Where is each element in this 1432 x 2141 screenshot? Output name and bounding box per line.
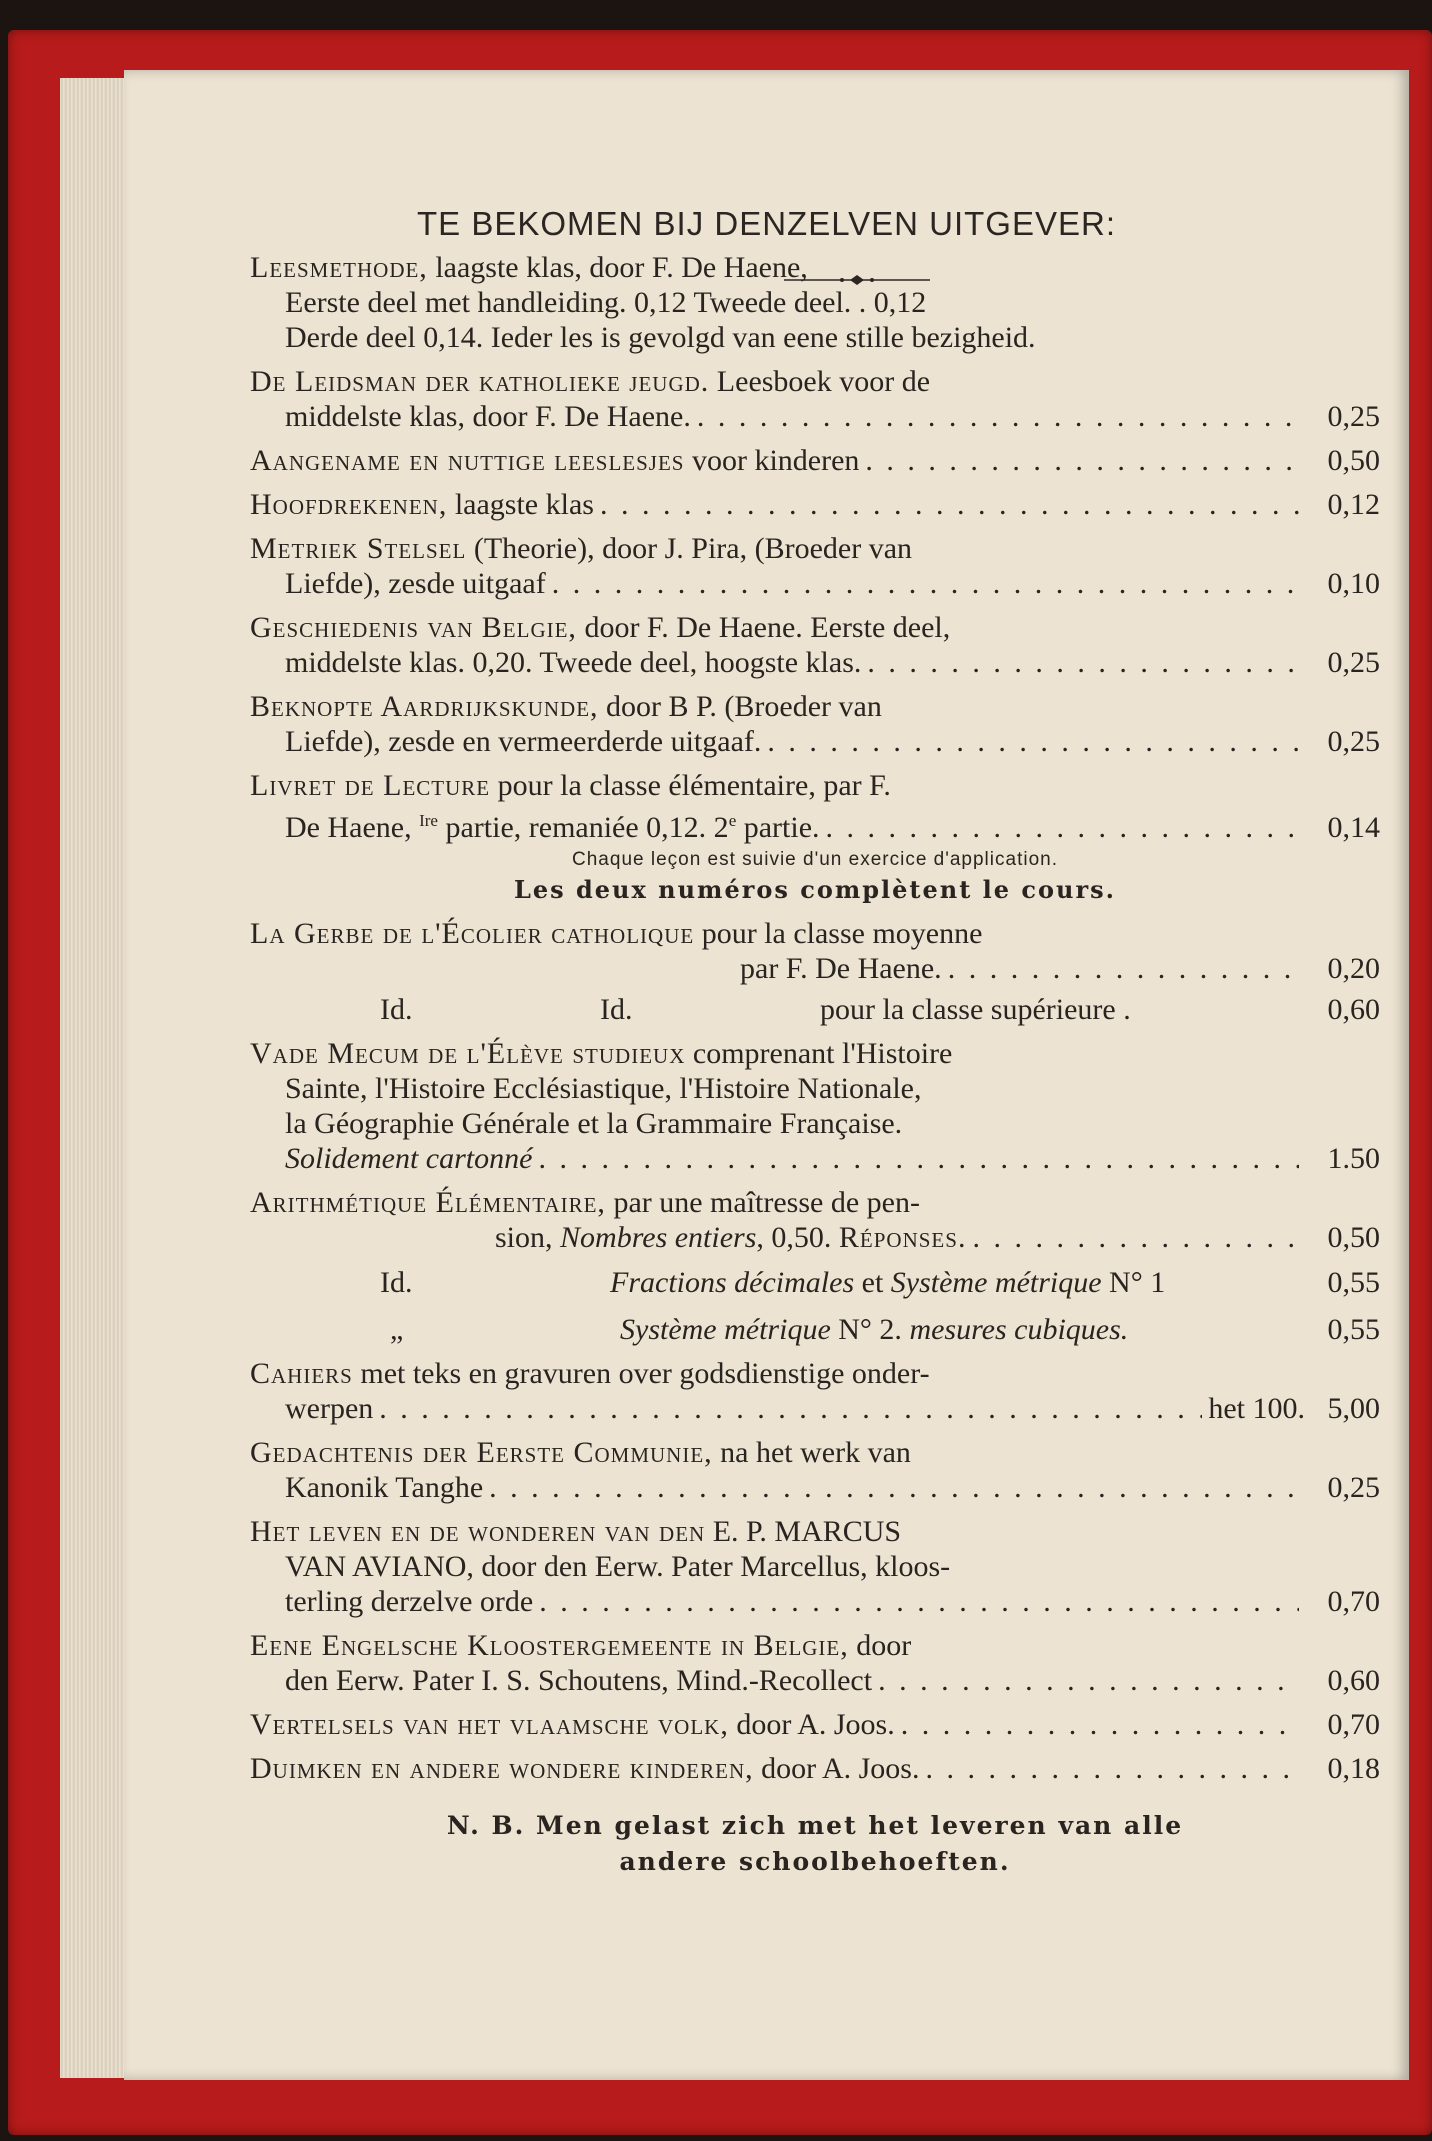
ditto-id: Id.: [380, 1266, 413, 1299]
entry-text: VAN AVIANO, door den Eerw. Pater Marcellus, kloos-: [285, 1550, 951, 1583]
entry-title: Beknopte Aardrijkskunde,: [250, 690, 599, 723]
ditto-id: Id.: [600, 993, 633, 1026]
catalogue-entry: [250, 1185, 1380, 1347]
dot-leader: [878, 1663, 1299, 1698]
entry-text: (Theorie), door J. Pira, (Broeder van: [473, 532, 913, 565]
entry-price: 0,10: [1327, 567, 1380, 600]
catalogue-entry: [250, 1628, 1380, 1698]
entry-price: 0,14: [1327, 811, 1380, 844]
entry-title: Cahiers: [250, 1357, 353, 1390]
catalogue-entry: [250, 689, 1380, 759]
entry-price: 0,60: [1327, 993, 1380, 1026]
catalogue-entry: [250, 1036, 1380, 1176]
entry-text: laagste klas, door F. De Haene,: [435, 251, 808, 284]
entry-text: door: [856, 1629, 912, 1662]
entry-text: het 100.: [1208, 1392, 1305, 1425]
catalogue-entry: [250, 1356, 1380, 1426]
entry-note-bold: Les deux numéros complètent le cours.: [513, 875, 1116, 904]
entry-text: Sainte, l'Histoire Ecclésiastique, l'Histoire Nationale,: [285, 1072, 922, 1105]
dot-leader: [539, 1584, 1299, 1619]
entry-text: Derde deel 0,14. Ieder les is gevolgd van eene stille bezigheid.: [285, 321, 1036, 354]
catalogue-entry: [250, 443, 1380, 478]
catalogue-entry: [250, 487, 1380, 522]
entry-price: 0,50: [1327, 1221, 1380, 1254]
entry-title: Hoofdrekenen,: [250, 488, 448, 521]
entry-price: 0,70: [1327, 1708, 1380, 1741]
dot-leader: [867, 645, 1299, 680]
entry-price: 0,55: [1327, 1266, 1380, 1299]
entry-price: 0,70: [1327, 1585, 1380, 1618]
entry-text: pour la classe élémentaire, par F.: [497, 769, 891, 802]
catalogue-entry: [250, 1751, 1380, 1786]
entry-text: par une maîtresse de pen-: [613, 1186, 920, 1219]
entry-price: 0,60: [1327, 1664, 1380, 1697]
footer-line: N. B. Men gelast zich met het leveren van alle: [446, 1811, 1184, 1840]
catalogue-entry: [250, 1707, 1380, 1742]
catalogue-entry: [250, 916, 1380, 1027]
entry-text: na het werk van: [720, 1436, 911, 1469]
entry-text: door A. Joos.: [736, 1708, 895, 1741]
ditto-id: Id.: [380, 993, 413, 1026]
dot-leader: [826, 810, 1299, 845]
entry-text: comprenant l'Histoire: [692, 1037, 953, 1070]
entry-title: Het leven en de wonderen van den: [250, 1515, 706, 1548]
entry-title: De Leidsman der katholieke jeugd.: [250, 365, 710, 398]
dot-leader: [767, 724, 1299, 759]
entry-title: Duimken en andere wondere kinderen,: [250, 1752, 754, 1785]
catalogue-entry: [250, 250, 1380, 355]
entry-text: sion, Nombres entiers, 0,50. Réponses.: [495, 1221, 967, 1254]
entry-text: Liefde), zesde en vermeerderde uitgaaf.: [285, 725, 762, 758]
entry-price: 5,00: [1327, 1392, 1380, 1425]
dot-leader: [600, 487, 1299, 522]
entry-text: laagste klas: [454, 488, 594, 521]
dot-leader: [925, 1751, 1299, 1786]
dot-leader: [901, 1707, 1299, 1742]
entry-price: 0,25: [1327, 646, 1380, 679]
entry-price: 0,12: [1327, 488, 1380, 521]
page-heading: TE BEKOMEN BIJ DENZELVEN UITGEVER:: [416, 205, 1116, 242]
entry-text: pour la classe supérieure .: [820, 993, 1131, 1026]
entry-text: middelste klas, door F. De Haene.: [285, 400, 691, 433]
entry-text: door B P. (Broeder van: [606, 690, 882, 723]
catalogue-entry: [250, 364, 1380, 434]
entry-text: middelste klas. 0,20. Tweede deel, hoogste klas.: [285, 646, 862, 679]
dot-leader: [948, 951, 1299, 986]
catalogue-entry: [250, 768, 1380, 907]
entry-title: Arithmétique Élémentaire,: [250, 1186, 606, 1219]
footer-note: [250, 1808, 1380, 1880]
entry-text: De Haene, $^{Ire}$ partie, remaniée 0,12. 2e partie.: [285, 811, 820, 844]
entry-text: E. P. MARCUS: [712, 1515, 902, 1548]
entry-title: Eene Engelsche Kloostergemeente in Belgie,: [250, 1629, 849, 1662]
entry-text: den Eerw. Pater I. S. Schoutens, Mind.-Recollect: [285, 1664, 873, 1697]
entry-price: 1.50: [1327, 1142, 1380, 1175]
entry-text: pour la classe moyenne: [701, 917, 983, 950]
entry-note: Chaque leçon est suivie d'un exercice d'application.: [572, 849, 1058, 870]
entry-title: Vertelsels van het vlaamsche volk,: [250, 1708, 729, 1741]
entry-price: 0,20: [1327, 952, 1380, 985]
entry-title: Livret de Lecture: [250, 769, 491, 802]
entry-title: La Gerbe de l'Écolier catholique: [250, 917, 695, 950]
entry-title: Geschiedenis van Belgie,: [250, 611, 577, 644]
entry-text: Système métrique N° 2. mesures cubiques.: [620, 1313, 1129, 1346]
entry-title: Vade Mecum de l'Élève studieux: [250, 1037, 686, 1070]
entry-text: Kanonik Tanghe: [285, 1471, 484, 1504]
entry-text: Liefde), zesde uitgaaf: [285, 567, 546, 600]
dot-leader: [697, 399, 1299, 434]
entry-text: Eerste deel met handleiding. 0,12 Tweede deel. . 0,12: [285, 286, 927, 319]
dot-leader: [972, 1220, 1299, 1255]
catalogue-entry: [250, 1435, 1380, 1505]
dot-leader: [489, 1470, 1299, 1505]
catalogue-entry: [250, 1514, 1380, 1619]
entry-text: par F. De Haene.: [740, 952, 942, 985]
entry-text: la Géographie Générale et la Grammaire Française.: [285, 1107, 903, 1140]
entry-title: Leesmethode,: [250, 251, 428, 284]
dot-leader: [865, 443, 1299, 478]
entry-text: werpen: [285, 1392, 374, 1425]
entry-title: Aangename en nuttige leeslesjes: [250, 444, 685, 477]
entry-price: 0,25: [1327, 1471, 1380, 1504]
entry-price: 0,25: [1327, 400, 1380, 433]
entry-text: terling derzelve orde: [285, 1585, 534, 1618]
entry-price: 0,25: [1327, 725, 1380, 758]
ditto-mark: „: [390, 1313, 404, 1346]
entry-text: door A. Joos.: [761, 1752, 920, 1785]
entry-title: Metriek Stelsel: [250, 532, 467, 565]
catalogue-entry: [250, 531, 1380, 601]
entry-text: met teks en gravuren over godsdienstige onder-: [360, 1357, 930, 1390]
entry-text: door F. De Haene. Eerste deel,: [584, 611, 951, 644]
entry-text: Solidement cartonné: [285, 1142, 533, 1175]
entry-price: 0,18: [1327, 1752, 1380, 1785]
footer-line: andere schoolbehoeften.: [619, 1847, 1011, 1876]
dot-leader: [379, 1391, 1202, 1426]
entry-title: Gedachtenis der Eerste Communie,: [250, 1436, 713, 1469]
entry-text: Fractions décimales et Système métrique N° 1: [610, 1266, 1166, 1299]
entry-price: 0,50: [1327, 444, 1380, 477]
dot-leader: [538, 1141, 1299, 1176]
catalogue-entry: [250, 610, 1380, 680]
entry-text: voor kinderen: [691, 444, 860, 477]
dot-leader: [552, 566, 1299, 601]
entry-text: Leesboek voor de: [716, 365, 931, 398]
entry-price: 0,55: [1327, 1313, 1380, 1346]
catalogue-list: [250, 250, 1380, 1880]
